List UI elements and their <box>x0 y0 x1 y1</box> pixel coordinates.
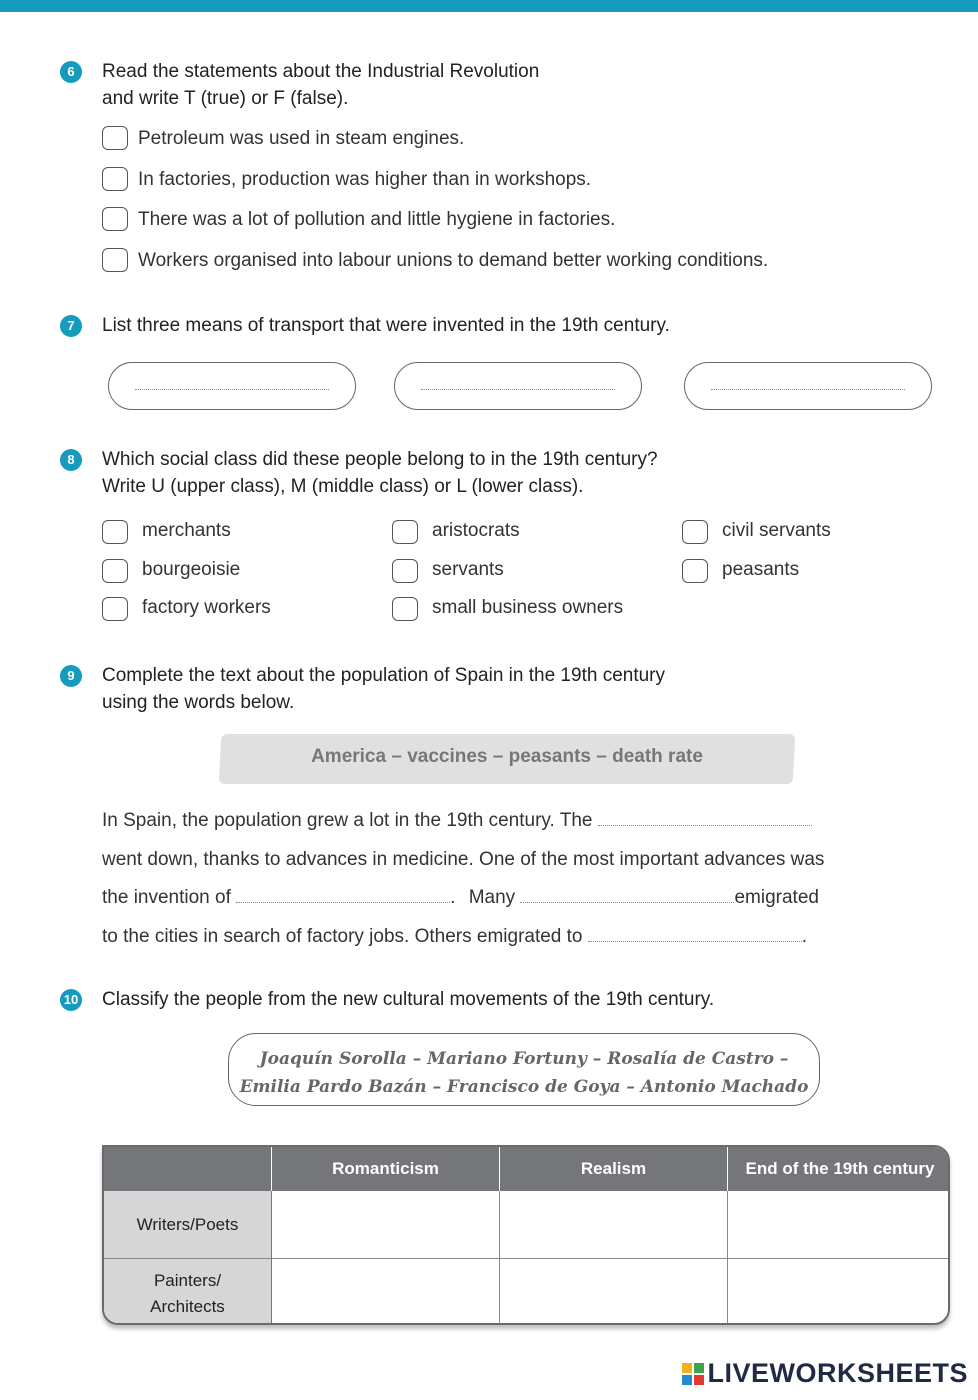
vaccines-blank[interactable] <box>236 887 450 903</box>
question-9-number: 9 <box>60 665 82 687</box>
table-corner-cell <box>104 1147 272 1191</box>
cell-painters-romanticism[interactable] <box>272 1259 500 1325</box>
transport-answer-field-1[interactable] <box>108 362 356 410</box>
answer-dotted-line <box>421 389 615 390</box>
peasants-blank[interactable] <box>520 887 734 903</box>
question-6-title-line1: Read the statements about the Industrial Revolution <box>102 61 540 82</box>
cell-painters-end-of-century[interactable] <box>728 1259 950 1325</box>
names-box <box>228 1033 820 1106</box>
answer-dotted-line <box>711 389 905 390</box>
q8-answer-box-bourgeoisie[interactable] <box>102 559 128 583</box>
q8-option-small-business-owners: small business owners <box>432 597 624 618</box>
q9-text-line-2: went down, thanks to advances in medicine. One of the most important advances was <box>102 849 825 870</box>
header-realism: Realism <box>500 1147 728 1191</box>
q9-text-line-3 <box>102 887 819 909</box>
cell-writers-romanticism[interactable] <box>272 1191 500 1259</box>
word-bank: America – vaccines – peasants – death rate <box>311 746 703 767</box>
q8-answer-box-small-business-owners[interactable] <box>392 597 418 621</box>
q8-answer-box-civil-servants[interactable] <box>682 520 708 544</box>
q8-option-merchants: merchants <box>142 520 231 541</box>
q6-answer-box-3[interactable] <box>102 207 128 231</box>
top-accent-bar <box>0 0 978 12</box>
q6-statement-1: Petroleum was used in steam engines. <box>138 128 465 149</box>
q6-statement-3: There was a lot of pollution and little hygiene in factories. <box>138 209 616 230</box>
question-7-number: 7 <box>60 315 82 337</box>
q8-answer-box-peasants[interactable] <box>682 559 708 583</box>
question-7-title: List three means of transport that were invented in the 19th century. <box>102 315 670 336</box>
q8-option-peasants: peasants <box>722 559 800 580</box>
q9-text-line-1 <box>102 810 812 832</box>
question-6-title-line2: and write T (true) or F (false). <box>102 88 349 109</box>
footer-logo <box>682 1358 968 1389</box>
question-6-number: 6 <box>60 61 82 83</box>
q9-period: . <box>450 887 456 908</box>
transport-answer-field-3[interactable] <box>684 362 932 410</box>
question-8-title <box>102 446 658 500</box>
q8-answer-box-aristocrats[interactable] <box>392 520 418 544</box>
q8-option-civil-servants: civil servants <box>722 520 831 541</box>
q9-text-3a: the invention of <box>102 887 231 908</box>
cell-painters-realism[interactable] <box>500 1259 728 1325</box>
q9-text-line-4 <box>102 926 807 948</box>
question-8-number: 8 <box>60 449 82 471</box>
q8-answer-box-factory-workers[interactable] <box>102 597 128 621</box>
q9-text-3b: Many <box>468 887 516 908</box>
liveworksheets-logo-icon <box>682 1363 704 1385</box>
row-header-painters <box>104 1259 272 1325</box>
q6-answer-box-4[interactable] <box>102 248 128 272</box>
q8-answer-box-merchants[interactable] <box>102 520 128 544</box>
row-header-writers: Writers/Poets <box>104 1191 272 1259</box>
q9-text-3c: emigrated <box>734 887 819 908</box>
q9-text-1: In Spain, the population grew a lot in the 19th century. The <box>102 810 593 831</box>
classification-table <box>102 1145 950 1325</box>
q6-statement-4: Workers organised into labour unions to demand better working conditions. <box>138 250 769 271</box>
header-end-of-century: End of the 19th century <box>728 1147 950 1191</box>
names-line-2: Emilia Pardo Bazán – Francisco de Goya – Antonio Machado <box>239 1077 809 1097</box>
question-8-title-line1: Which social class did these people belong to in the 19th century? <box>102 449 658 470</box>
q9-text-4: to the cities in search of factory jobs. Others emigrated to <box>102 926 583 947</box>
question-9-title-line1: Complete the text about the population of Spain in the 19th century <box>102 665 665 686</box>
q8-answer-box-servants[interactable] <box>392 559 418 583</box>
question-9-title-line2: using the words below. <box>102 692 295 713</box>
names-line-1: Joaquín Sorolla – Mariano Fortuny – Rosalía de Castro – <box>259 1049 789 1069</box>
q6-answer-box-1[interactable] <box>102 126 128 150</box>
q8-option-aristocrats: aristocrats <box>432 520 520 541</box>
death-rate-blank[interactable] <box>598 810 812 826</box>
question-10-number: 10 <box>60 989 82 1011</box>
q8-option-factory-workers: factory workers <box>142 597 271 618</box>
q8-option-bourgeoisie: bourgeoisie <box>142 559 241 580</box>
q8-option-servants: servants <box>432 559 504 580</box>
transport-answer-field-2[interactable] <box>394 362 642 410</box>
question-9-title <box>102 662 665 716</box>
header-romanticism: Romanticism <box>272 1147 500 1191</box>
footer-brand: LIVEWORKSHEETS <box>707 1358 968 1388</box>
cell-writers-realism[interactable] <box>500 1191 728 1259</box>
question-10-title: Classify the people from the new cultural movements of the 19th century. <box>102 989 715 1010</box>
answer-dotted-line <box>135 389 329 390</box>
row-header-painters-line2: Architects <box>150 1297 225 1316</box>
cell-writers-end-of-century[interactable] <box>728 1191 950 1259</box>
q6-statement-2: In factories, production was higher than in workshops. <box>138 169 592 190</box>
question-6-title <box>102 58 539 112</box>
q6-answer-box-2[interactable] <box>102 167 128 191</box>
q9-period: . <box>801 926 808 947</box>
question-8-title-line2: Write U (upper class), M (middle class) or L (lower class). <box>102 476 584 497</box>
row-header-painters-line1: Painters/ <box>153 1271 222 1290</box>
america-blank[interactable] <box>588 926 802 942</box>
